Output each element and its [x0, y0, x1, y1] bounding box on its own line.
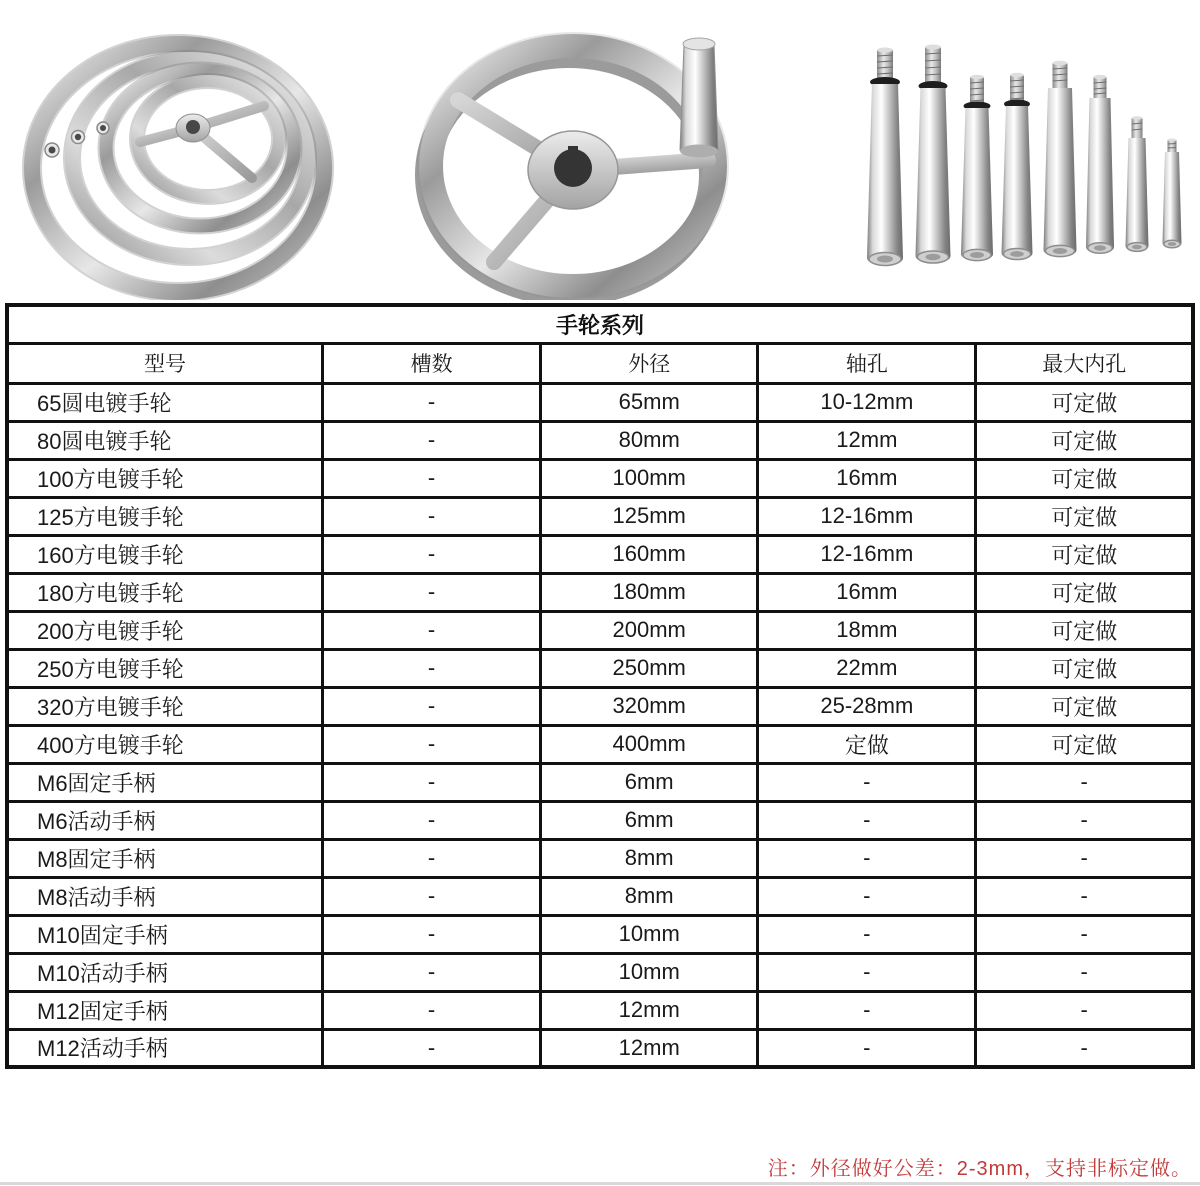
cell-shaft-hole: 12-16mm [758, 497, 976, 535]
cell-model: 400方电镀手轮 [7, 725, 322, 763]
cell-slots: - [322, 611, 540, 649]
table-row [7, 801, 1193, 839]
cell-slots: - [322, 497, 540, 535]
cell-max-bore: - [976, 877, 1193, 915]
bottom-divider [0, 1182, 1200, 1185]
table-row [7, 991, 1193, 1029]
table-row [7, 1029, 1193, 1067]
cell-shaft-hole: 10-12mm [758, 383, 976, 421]
cell-shaft-hole: - [758, 801, 976, 839]
cell-outer-diameter: 200mm [541, 611, 758, 649]
cell-max-bore: - [976, 1029, 1193, 1067]
cell-max-bore: 可定做 [976, 725, 1193, 763]
cell-max-bore: - [976, 839, 1193, 877]
cell-model: 250方电镀手轮 [7, 649, 322, 687]
cell-max-bore: 可定做 [976, 649, 1193, 687]
cell-max-bore: 可定做 [976, 497, 1193, 535]
cell-shaft-hole: - [758, 953, 976, 991]
table-row [7, 839, 1193, 877]
cell-model: 200方电镀手轮 [7, 611, 322, 649]
cell-model: M6固定手柄 [7, 763, 322, 801]
table-row [7, 649, 1193, 687]
cell-outer-diameter: 65mm [541, 383, 758, 421]
cell-slots: - [322, 877, 540, 915]
cell-shaft-hole: 18mm [758, 611, 976, 649]
cell-shaft-hole: 25-28mm [758, 687, 976, 725]
table-title-row [7, 305, 1193, 343]
stacked-handwheels-photo [32, 44, 324, 292]
cell-slots: - [322, 1029, 540, 1067]
cell-max-bore: 可定做 [976, 573, 1193, 611]
cell-slots: - [322, 687, 540, 725]
cell-max-bore: - [976, 915, 1193, 953]
cell-outer-diameter: 160mm [541, 535, 758, 573]
cell-outer-diameter: 320mm [541, 687, 758, 725]
cell-slots: - [322, 725, 540, 763]
cell-outer-diameter: 6mm [541, 801, 758, 839]
cell-outer-diameter: 100mm [541, 459, 758, 497]
cell-outer-diameter: 250mm [541, 649, 758, 687]
cell-model: M8活动手柄 [7, 877, 322, 915]
table-header-row [7, 343, 1193, 383]
cell-shaft-hole: - [758, 915, 976, 953]
table-row [7, 763, 1193, 801]
cell-shaft-hole: 12mm [758, 421, 976, 459]
cell-outer-diameter: 125mm [541, 497, 758, 535]
product-photos [0, 0, 1200, 300]
cell-model: 65圆电镀手轮 [7, 383, 322, 421]
cell-shaft-hole: - [758, 877, 976, 915]
handwheel-with-handle-photo [418, 33, 728, 299]
cell-max-bore: - [976, 763, 1193, 801]
cell-shaft-hole: 16mm [758, 573, 976, 611]
table-row [7, 383, 1193, 421]
cell-shaft-hole: - [758, 839, 976, 877]
cell-max-bore: 可定做 [976, 383, 1193, 421]
table-row [7, 915, 1193, 953]
cell-max-bore: - [976, 953, 1193, 991]
cell-outer-diameter: 180mm [541, 573, 758, 611]
cell-outer-diameter: 6mm [541, 763, 758, 801]
cell-model: M10活动手柄 [7, 953, 322, 991]
cell-slots: - [322, 459, 540, 497]
cell-max-bore: - [976, 801, 1193, 839]
cell-outer-diameter: 80mm [541, 421, 758, 459]
cell-shaft-hole: - [758, 1029, 976, 1067]
table-row [7, 535, 1193, 573]
cell-slots: - [322, 535, 540, 573]
cell-model: 80圆电镀手轮 [7, 421, 322, 459]
cell-slots: - [322, 839, 540, 877]
cell-slots: - [322, 953, 540, 991]
cell-slots: - [322, 801, 540, 839]
cell-model: 125方电镀手轮 [7, 497, 322, 535]
cell-shaft-hole: 12-16mm [758, 535, 976, 573]
cell-slots: - [322, 763, 540, 801]
cell-outer-diameter: 12mm [541, 991, 758, 1029]
table-row [7, 497, 1193, 535]
cell-model: 100方电镀手轮 [7, 459, 322, 497]
cell-slots: - [322, 991, 540, 1029]
cell-slots: - [322, 649, 540, 687]
column-header-slots: 槽数 [322, 343, 540, 383]
cell-model: M12固定手柄 [7, 991, 322, 1029]
cell-max-bore: 可定做 [976, 535, 1193, 573]
column-header-shaft-hole: 轴孔 [758, 343, 976, 383]
cell-shaft-hole: 定做 [758, 725, 976, 763]
table-row [7, 687, 1193, 725]
cell-max-bore: 可定做 [976, 687, 1193, 725]
cell-model: M12活动手柄 [7, 1029, 322, 1067]
table-row [7, 573, 1193, 611]
cell-max-bore: 可定做 [976, 421, 1193, 459]
table-title: 手轮系列 [7, 305, 1193, 343]
column-header-max-bore: 最大内孔 [976, 343, 1193, 383]
table-row [7, 725, 1193, 763]
table-row [7, 459, 1193, 497]
cell-model: M10固定手柄 [7, 915, 322, 953]
cell-model: 180方电镀手轮 [7, 573, 322, 611]
cell-shaft-hole: 16mm [758, 459, 976, 497]
cell-shaft-hole: - [758, 991, 976, 1029]
table-body [7, 383, 1193, 1067]
cell-slots: - [322, 421, 540, 459]
cell-outer-diameter: 8mm [541, 839, 758, 877]
table-row [7, 421, 1193, 459]
cell-model: 160方电镀手轮 [7, 535, 322, 573]
handle-set-photo [867, 45, 1182, 267]
column-header-model: 型号 [7, 343, 322, 383]
cell-model: M8固定手柄 [7, 839, 322, 877]
cell-max-bore: 可定做 [976, 459, 1193, 497]
table-row [7, 953, 1193, 991]
cell-model: 320方电镀手轮 [7, 687, 322, 725]
cell-slots: - [322, 573, 540, 611]
cell-outer-diameter: 10mm [541, 915, 758, 953]
cell-outer-diameter: 12mm [541, 1029, 758, 1067]
column-header-outer-diameter: 外径 [541, 343, 758, 383]
cell-slots: - [322, 915, 540, 953]
table-row [7, 877, 1193, 915]
cell-slots: - [322, 383, 540, 421]
cell-max-bore: - [976, 991, 1193, 1029]
cell-model: M6活动手柄 [7, 801, 322, 839]
cell-max-bore: 可定做 [976, 611, 1193, 649]
handwheel-spec-table [5, 303, 1195, 1069]
cell-outer-diameter: 400mm [541, 725, 758, 763]
cell-shaft-hole: 22mm [758, 649, 976, 687]
cell-outer-diameter: 10mm [541, 953, 758, 991]
cell-outer-diameter: 8mm [541, 877, 758, 915]
table-row [7, 611, 1193, 649]
cell-shaft-hole: - [758, 763, 976, 801]
tolerance-note: 注：外径做好公差：2-3mm，支持非标定做。 [767, 1158, 1192, 1180]
